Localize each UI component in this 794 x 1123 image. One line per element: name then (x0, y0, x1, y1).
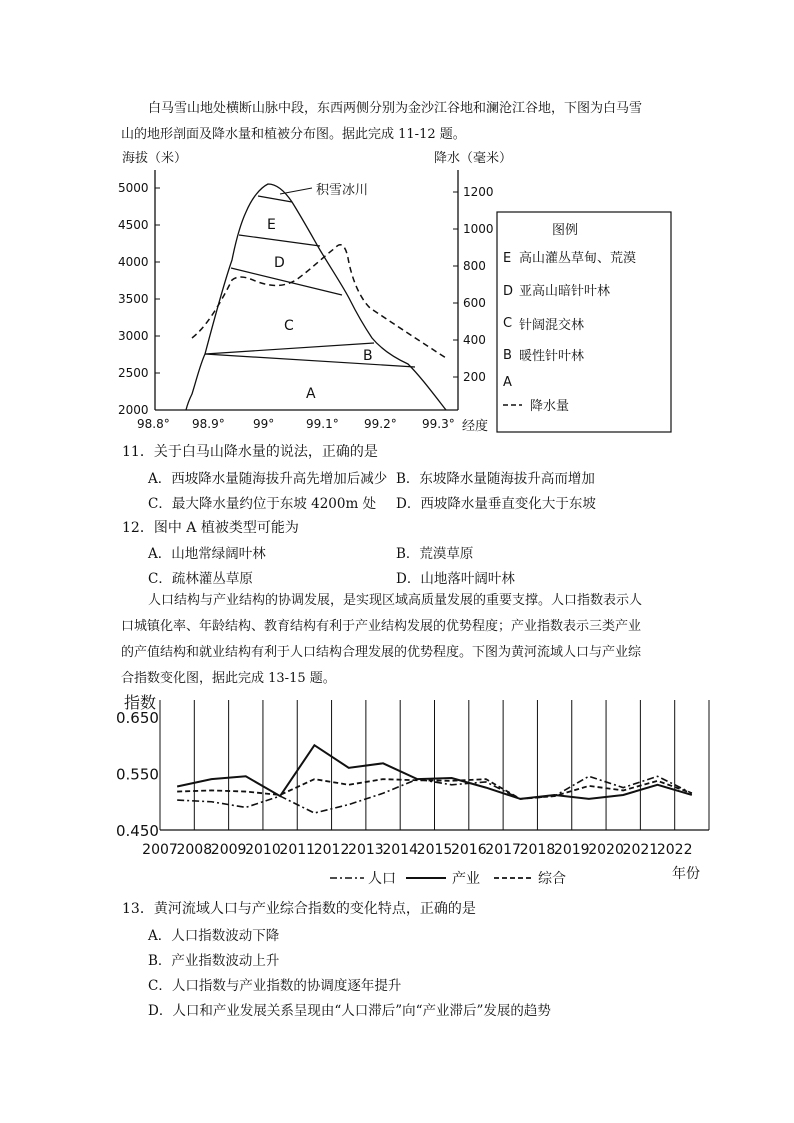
q12-option-d[interactable]: D．山地落叶阔叶林 (396, 571, 515, 587)
zone-label-D: D (274, 255, 285, 271)
intro-2-line-1: 人口结构与产业结构的协调发展，是实现区域高质量发展的重要支撑。人口指数表示人 (148, 593, 643, 608)
left-tick-label: 3500 (118, 292, 149, 306)
legend-label-population: 人口 (368, 871, 396, 887)
x-tick-label: 2015 (416, 842, 453, 858)
boundary-E-glacier (258, 196, 292, 202)
x-tick-label: 2010 (245, 842, 281, 858)
x-tick-label: 99.3° (422, 417, 455, 431)
q11-option-c[interactable]: C．最大降水量约位于东坡 4200m 处 (148, 496, 377, 512)
legend-key: B (503, 348, 512, 363)
chart-x-label: 年份 (672, 866, 700, 882)
x-tick-label: 2017 (485, 842, 521, 858)
y-left-axis-label: 海拔（米） (122, 151, 188, 166)
q13-stem: 13．黄河流域人口与产业综合指数的变化特点，正确的是 (122, 901, 476, 917)
intro-paragraph-2 (121, 588, 688, 692)
right-tick-label: 800 (463, 259, 486, 273)
q12-option-c[interactable]: C．疏林灌丛草原 (148, 571, 253, 587)
chart-y-label: 指数 (124, 693, 157, 712)
boundary-C-D (231, 268, 342, 295)
intro-2-line-3: 的产值结构和就业结构有利于人口结构合理发展的优势程度。下图为黄河流域人口与产业综 (121, 645, 642, 660)
legend-key: D (503, 284, 514, 299)
x-axis-label: 经度 (462, 419, 489, 434)
zone-label-C: C (284, 318, 294, 334)
x-tick-label: 2021 (622, 842, 659, 858)
chart-legend (330, 870, 566, 887)
legend-key: E (503, 251, 512, 266)
q11-option-b[interactable]: B．东坡降水量随海拔升高而增加 (396, 471, 595, 487)
x-tick-label: 2012 (313, 842, 350, 858)
left-tick-label: 4000 (118, 255, 149, 269)
terrain-profile-figure (0, 140, 794, 440)
chart-grid (160, 700, 709, 830)
x-tick-label: 2011 (279, 842, 316, 858)
right-tick-label: 1000 (463, 222, 494, 236)
y-tick-label: 0.650 (116, 708, 159, 727)
legend-text: 针阔混交林 (519, 318, 585, 333)
right-ticks (453, 185, 494, 384)
q13-option-c[interactable]: C．人口指数与产业指数的协调度逐年提升 (148, 978, 402, 994)
zone-label-B: B (363, 348, 373, 364)
q13-option-a[interactable]: A．人口指数波动下降 (148, 928, 280, 944)
left-tick-label: 3000 (118, 329, 149, 343)
q13-option-d[interactable]: D．人口和产业发展关系呈现由“人口滞后”向“产业滞后”发展的趋势 (148, 1003, 551, 1019)
x-tick-label: 2009 (210, 842, 247, 858)
x-tick-label: 99° (253, 417, 275, 431)
x-ticks (137, 417, 455, 431)
precipitation-line (192, 245, 446, 358)
legend-title: 图例 (552, 223, 579, 238)
legend-key: C (503, 316, 513, 331)
q11-option-a[interactable]: A．西坡降水量随海拔升高先增加后减少 (148, 471, 388, 487)
intro-2-line-4: 合指数变化图，据此完成 13-15 题。 (121, 671, 336, 686)
legend-text: 亚高山暗针叶林 (519, 284, 611, 299)
x-tick-label: 2007 (142, 842, 178, 858)
x-tick-label: 99.1° (306, 417, 339, 431)
intro-1-line-1: 白马雪山地处横断山脉中段，东西两侧分别为金沙江谷地和澜沧江谷地，下图为白马雪 (148, 101, 643, 116)
legend-text: 高山灌丛草甸、荒漠 (519, 251, 637, 266)
left-tick-label: 2500 (118, 366, 149, 380)
left-tick-label: 5000 (118, 181, 149, 195)
q12-option-a[interactable]: A．山地常绿阔叶林 (148, 546, 266, 562)
legend-label-industry: 产业 (452, 871, 480, 887)
legend-key: A (503, 375, 512, 390)
left-tick-label: 4500 (118, 218, 149, 232)
x-tick-label: 2008 (176, 842, 213, 858)
right-tick-label: 1200 (463, 185, 494, 199)
x-tick-label: 2022 (656, 842, 693, 858)
x-tick-label: 99.2° (364, 417, 397, 431)
x-tick-label: 2013 (348, 842, 384, 858)
legend-precip-label: 降水量 (530, 399, 570, 414)
mountain-outline (186, 184, 446, 410)
x-tick-label: 98.8° (137, 417, 170, 431)
x-tick-label: 2018 (519, 842, 556, 858)
x-tick-label: 2020 (588, 842, 624, 858)
zone-label-A: A (306, 386, 316, 402)
y-right-axis-label: 降水（毫米） (434, 151, 513, 166)
left-tick-label: 2000 (118, 403, 149, 417)
glacier-label: 积雪冰川 (316, 183, 369, 198)
boundary-A-B (205, 354, 415, 367)
chart-y-ticks (116, 709, 159, 840)
x-tick-label: 98.9° (192, 417, 225, 431)
q12-stem: 12．图中 A 植被类型可能为 (122, 520, 299, 536)
x-tick-label: 2016 (450, 842, 487, 858)
right-tick-label: 200 (463, 370, 486, 384)
x-tick-label: 2014 (382, 842, 419, 858)
x-tick-label: 2019 (553, 842, 590, 858)
legend-text: 暖性针叶林 (519, 349, 585, 364)
right-tick-label: 600 (463, 296, 486, 310)
index-line-chart (0, 688, 794, 898)
chart-x-ticks (142, 842, 692, 858)
q13-option-b[interactable]: B．产业指数波动上升 (148, 953, 280, 969)
q12-option-b[interactable]: B．荒漠草原 (396, 546, 474, 562)
left-ticks (118, 181, 160, 417)
intro-2-line-2: 口城镇化率、年龄结构、教育结构有利于产业结构发展的优势程度；产业指数表示三类产业 (121, 619, 642, 634)
boundary-B-C (205, 343, 374, 354)
boundary-D-E (239, 235, 320, 246)
profile-legend (497, 212, 671, 432)
legend-label-composite: 综合 (538, 871, 566, 887)
y-tick-label: 0.450 (116, 822, 159, 840)
q11-stem: 11．关于白马山降水量的说法，正确的是 (122, 444, 378, 460)
zone-label-E: E (267, 217, 276, 233)
y-tick-label: 0.550 (116, 765, 159, 784)
intro-1-line-2: 山的地形剖面及降水量和植被分布图。据此完成 11-12 题。 (121, 127, 466, 142)
q11-option-d[interactable]: D．西坡降水量垂直变化大于东坡 (396, 496, 596, 512)
glacier-pointer (280, 188, 312, 194)
right-tick-label: 400 (463, 333, 486, 347)
